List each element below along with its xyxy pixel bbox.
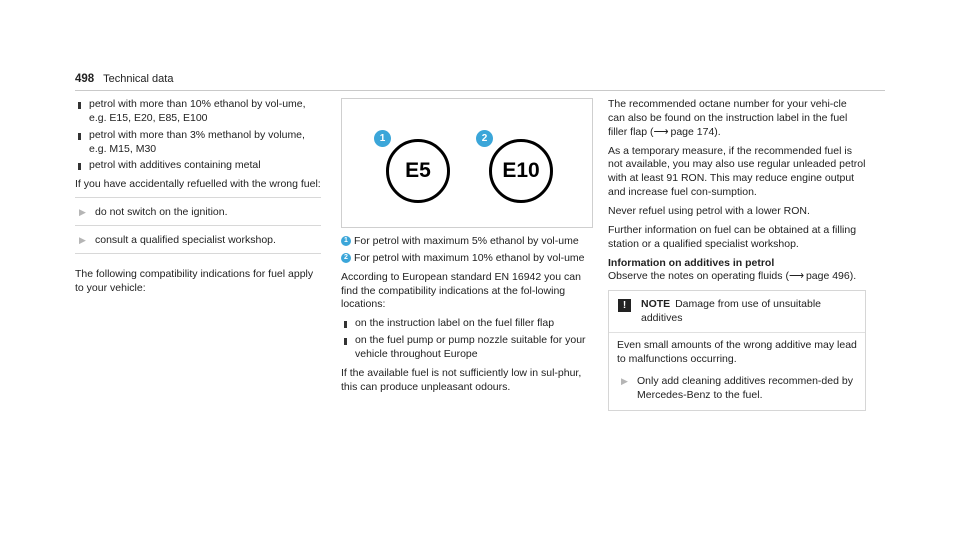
wrong-fuel-intro: If you have accidentally refuelled with the wrong fuel: <box>75 178 321 191</box>
section-title: Technical data <box>103 73 174 85</box>
ron-paragraph: Never refuel using petrol with a lower RON. <box>608 205 810 218</box>
arrow-step-icon: ▶ <box>79 235 86 246</box>
wrong-fuel-list <box>75 98 321 173</box>
page-header <box>75 72 885 91</box>
e10-label-sign: E10 <box>489 139 553 203</box>
temporary-measure-paragraph: As a temporary measure, if the recommended fuel is not available, you may also use regular unleaded petrol with at least 91 RON. This may reduce engine output and increase fuel con-sumption. <box>608 144 866 199</box>
arrow-step-icon: ▶ <box>621 375 628 386</box>
callout-badge-1: 1 <box>374 130 391 147</box>
step-item <box>617 375 857 403</box>
step-text: Only add cleaning additives recommen-ded by Mercedes-Benz to the fuel. <box>637 374 853 401</box>
list-item: petrol with additives containing metal <box>75 159 321 173</box>
note-box <box>608 290 866 411</box>
page-ref-arrow-icon: ⟶ <box>653 125 668 138</box>
e5-label-sign: E5 <box>386 139 450 203</box>
step-text: do not switch on the ignition. <box>95 206 228 219</box>
divider <box>75 225 321 226</box>
fuel-label-figure <box>341 98 593 228</box>
standard-paragraph: According to European standard EN 16942 you can find the compatibility indications at the fol-lowing locations: <box>341 270 581 311</box>
warning-icon: ! <box>618 299 631 312</box>
legend-text: For petrol with maximum 10% ethanol by vol-ume <box>354 251 585 264</box>
further-info-paragraph: Further information on fuel can be obtained at a filling station or a qualified specialist workshop. <box>608 223 857 250</box>
note-title: NOTE <box>641 298 671 311</box>
divider <box>75 253 321 254</box>
column-middle <box>341 98 593 400</box>
column-right <box>608 98 866 411</box>
list-item: on the fuel pump or pump nozzle suitable for your vehicle throughout Europe <box>341 334 593 362</box>
callout-badge-small: 2 <box>341 253 351 263</box>
legend-item <box>341 235 593 249</box>
note-headline: Damage from use of unsuitable additives <box>641 298 822 325</box>
sulphur-paragraph: If the available fuel is not sufficiently low in sul-phur, this can produce unpleasant odours. <box>341 366 582 393</box>
callout-badge-small: 1 <box>341 236 351 246</box>
page-reference-link[interactable]: page 174). <box>670 125 721 138</box>
callout-badge-2: 2 <box>476 130 493 147</box>
column-left <box>75 98 321 301</box>
fluids-text: Observe the notes on operating fluids ( <box>608 270 789 283</box>
step-item <box>75 206 321 220</box>
note-text: Even small amounts of the wrong additive may lead to malfunctions occurring. <box>617 339 857 365</box>
octane-text: The recommended octane number for your vehi-cle can also be found on the instruction label in the fuel filler flap ( <box>608 98 848 138</box>
note-header <box>609 291 865 333</box>
octane-paragraph <box>608 98 866 140</box>
additives-subheading: Information on additives in petrol <box>608 256 775 269</box>
arrow-step-icon: ▶ <box>79 207 86 218</box>
page-reference-link[interactable]: page 496). <box>805 270 857 283</box>
operating-fluids-paragraph <box>608 270 866 284</box>
list-item: petrol with more than 10% ethanol by vol-ume, e.g. E15, E20, E85, E100 <box>75 98 321 126</box>
step-text: consult a qualified specialist workshop. <box>95 234 276 247</box>
locations-list <box>341 317 593 362</box>
page-number: 498 <box>75 73 95 85</box>
divider <box>75 197 321 198</box>
legend-text: For petrol with maximum 5% ethanol by vol-ume <box>354 235 579 247</box>
page-ref-arrow-icon: ⟶ <box>788 270 804 283</box>
legend-item <box>341 252 593 266</box>
compatibility-intro: The following compatibility indications for fuel apply to your vehicle: <box>75 267 314 294</box>
note-body <box>609 333 865 410</box>
list-item: petrol with more than 3% methanol by volume, e.g. M15, M30 <box>75 129 321 157</box>
step-item <box>75 234 321 248</box>
list-item: on the instruction label on the fuel filler flap <box>341 317 593 331</box>
